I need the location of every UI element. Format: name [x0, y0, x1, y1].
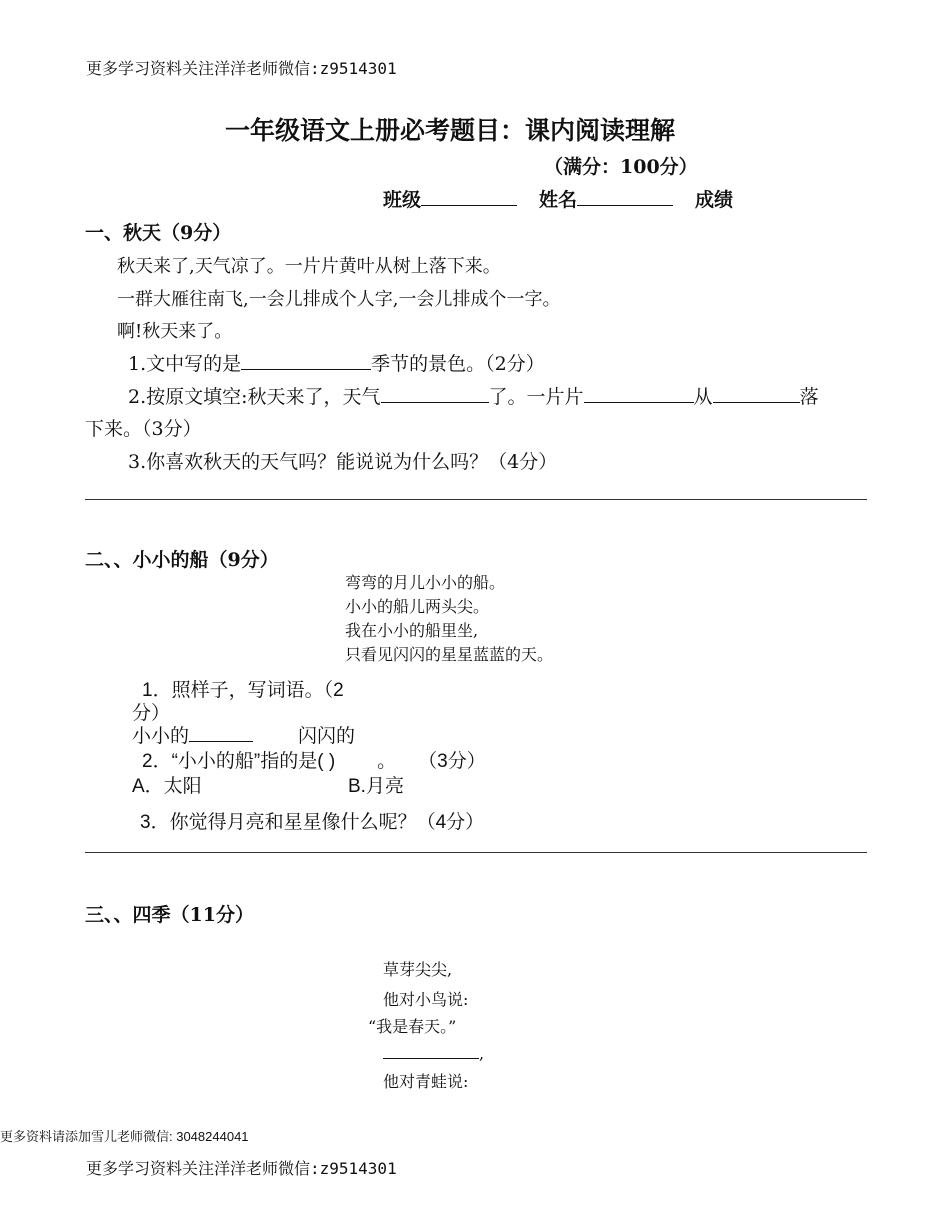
option-b[interactable]: B.月亮: [348, 776, 404, 797]
question-1-1: [128, 349, 545, 376]
page-title: 一年级语文上册必考题目：课内阅读理解: [225, 117, 676, 145]
watermark-bottom: 更多学习资料关注洋洋老师微信:z9514301: [86, 1159, 397, 1178]
example-a-blank[interactable]: [189, 723, 253, 742]
q1-2-part-d: 落: [799, 386, 819, 408]
passage-1-line-1: 秋天来了,天气凉了。一片片黄叶从树上落下来。: [117, 256, 501, 277]
option-a[interactable]: A．太阳: [132, 776, 202, 797]
poem-3-line-1: 草芽尖尖,: [383, 960, 453, 979]
q1-1-blank[interactable]: [241, 351, 371, 370]
answer-line-2[interactable]: [85, 852, 867, 853]
student-info-row: [383, 185, 733, 212]
q2-2-prefix: 2．“小小的船”指的是( ): [142, 751, 336, 772]
score-label: （满分：100分）: [544, 156, 698, 178]
question-1-3: 3.你喜欢秋天的天气吗？能说说为什么吗？（4分）: [128, 451, 558, 473]
q1-2-blank-3[interactable]: [713, 384, 800, 403]
poem-3-line-3: “我是春天。”: [368, 1017, 457, 1036]
q1-2-part-b: 了。一片片: [488, 386, 584, 408]
poem-3-line-5: 他对青蛙说:: [383, 1072, 469, 1091]
q1-2-blank-1[interactable]: [381, 384, 489, 403]
passage-1-line-3: 啊!秋天来了。: [117, 321, 233, 342]
watermark-top: 更多学习资料关注洋洋老师微信:z9514301: [86, 59, 397, 78]
q1-2-part-c: 从: [693, 386, 713, 408]
name-label: 姓名: [539, 189, 578, 211]
q1-1-prefix: 1.文中写的是: [128, 353, 242, 375]
poem-3-line-4: [383, 1042, 484, 1063]
section-2-heading: 二、、小小的船（9分）: [85, 549, 279, 571]
question-2-1-line-1: 1．照样子，写词语。（2: [142, 680, 344, 701]
poem-3-line-2: 他对小鸟说:: [383, 990, 469, 1009]
answer-line-1[interactable]: [85, 499, 867, 500]
poem-2-line-3: 我在小小的船里坐,: [345, 621, 479, 640]
q1-2-part-a: 2.按原文填空:秋天来了，天气: [128, 386, 381, 408]
poem-2-line-1: 弯弯的月儿小小的船。: [345, 573, 506, 592]
question-1-2-continued: 下来。（3分）: [85, 418, 202, 440]
q2-2-dot: 。: [377, 751, 397, 772]
question-2-2: [142, 746, 486, 773]
watermark-side: 更多资料请添加雪儿老师微信: 3048244041: [0, 1129, 249, 1144]
poem-3-comma: ,: [479, 1044, 485, 1063]
class-blank[interactable]: [421, 187, 517, 206]
question-1-2: [128, 382, 819, 409]
name-blank[interactable]: [577, 187, 673, 206]
question-2-3: 3．你觉得月亮和星星像什么呢？（4分）: [140, 812, 485, 833]
example-a: 小小的: [132, 726, 190, 747]
grade-label: 成绩: [695, 189, 734, 211]
example-b: 闪闪的: [298, 726, 356, 747]
poem-2-line-2: 小小的船儿两头尖。: [345, 597, 490, 616]
question-2-1-line-2: 分）: [132, 703, 171, 724]
class-label: 班级: [383, 189, 422, 211]
example-row: [132, 721, 355, 748]
poem-3-blank[interactable]: [383, 1042, 479, 1059]
q1-2-blank-2[interactable]: [584, 384, 694, 403]
passage-1-line-2: 一群大雁往南飞,一会儿排成个人字,一会儿排成个一字。: [117, 289, 561, 310]
poem-2-line-4: 只看见闪闪的星星蓝蓝的天。: [345, 645, 554, 664]
q1-1-suffix: 季节的景色。（2分）: [371, 353, 545, 375]
section-3-heading: 三、、四季（11分）: [85, 904, 254, 926]
q2-2-score: （3分）: [418, 751, 486, 772]
section-1-heading: 一、秋天（9分）: [85, 222, 232, 244]
